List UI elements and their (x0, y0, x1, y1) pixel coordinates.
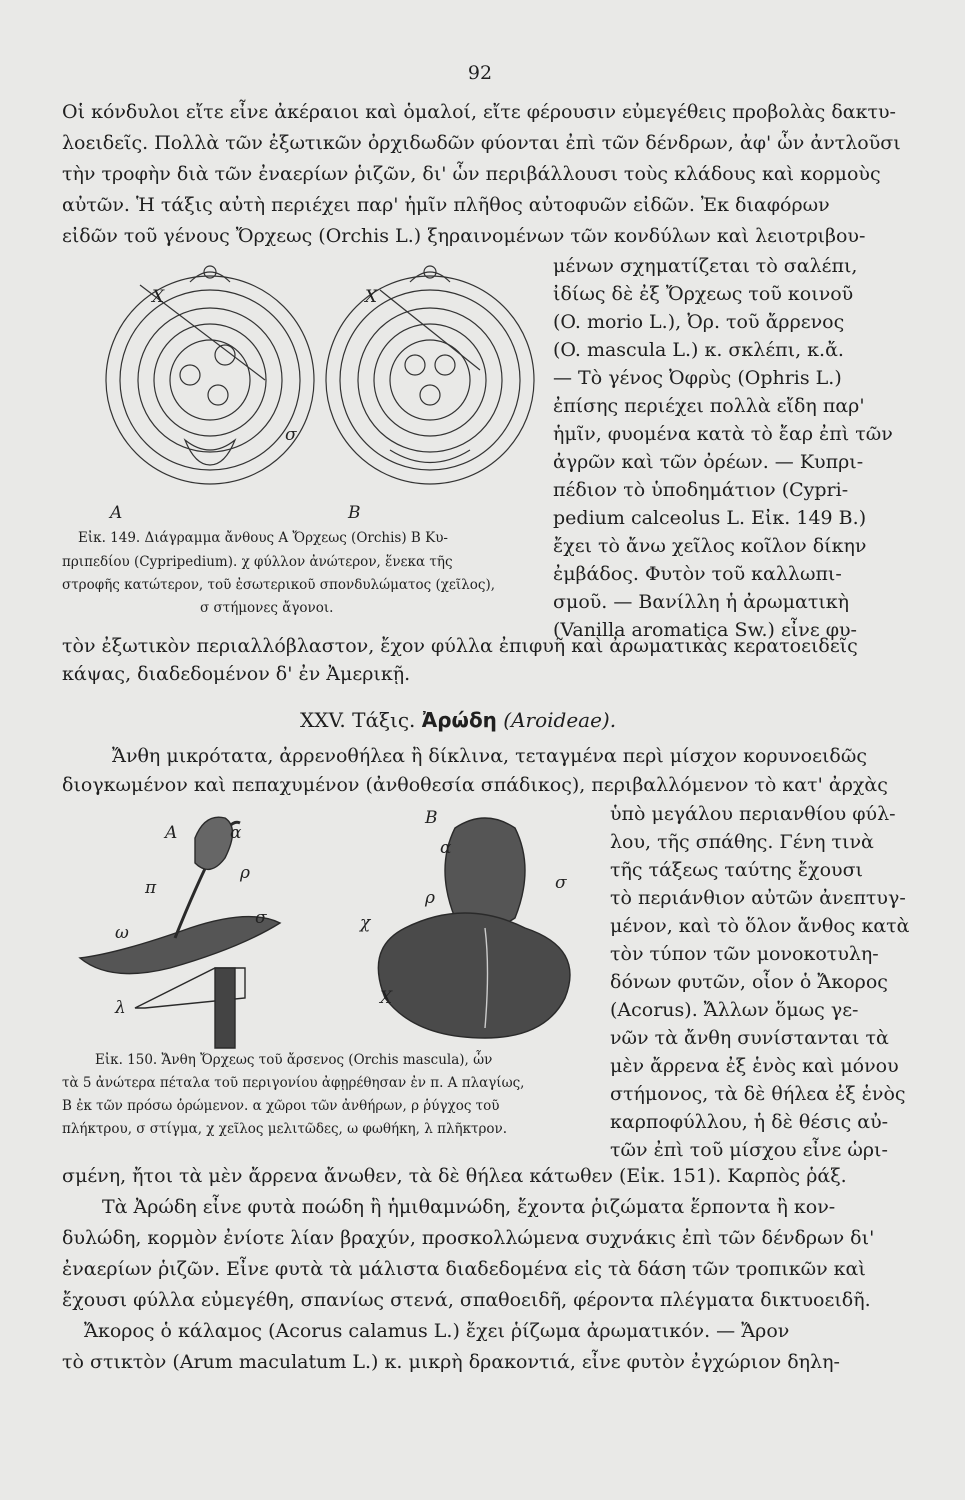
fig150-label: ρ (425, 888, 435, 908)
text-line: μὲν ἄρρενα ἐξ ἑνὸς καὶ μόνου (610, 1055, 899, 1077)
fig150-label: ω (115, 923, 129, 943)
text-line: ἔχει τὸ ἄνω χεῖλος κοῖλον δίκην (553, 535, 867, 557)
text-line: ἐμβάδος. Φυτὸν τοῦ καλλωπι- (553, 563, 842, 585)
fig150-label: A (165, 823, 178, 843)
fig149-caption: σ στήμονες ἄγονοι. (200, 600, 334, 616)
fig150-label: λ (115, 998, 126, 1018)
page-number: 92 (467, 62, 493, 84)
text-line: νῶν τὰ ἄνθη συνίστανται τὰ (610, 1027, 889, 1049)
fig150-label: χ (360, 913, 371, 933)
fig149-mark-x: X (152, 287, 165, 307)
figure-149-diagram (90, 270, 530, 523)
text-line: λοειδεῖς. Πολλὰ τῶν ἐξωτικῶν ὀρχιδωδῶν φύονται ἐπὶ τῶν δένδρων, ἀφ' ὧν ἀντλοῦσι (62, 132, 901, 154)
text-line: λου, τῆς σπάθης. Γένη τινὰ (610, 831, 874, 853)
heading-name: Ἀρώδη (421, 708, 497, 732)
text-line: σμοῦ. — Βανίλλη ἡ ἀρωματικὴ (553, 591, 850, 613)
text-line: μένον, καὶ τὸ ὅλον ἄνθος κατὰ (610, 915, 910, 937)
fig149-label-b: B (348, 503, 361, 523)
text-line: ἐναερίων ῥιζῶν. Εἶνε φυτὰ τὰ μάλιστα διαδεδομένα εἰς τὰ δάση τῶν τροπικῶν καὶ (62, 1258, 866, 1280)
text-line: ἀγρῶν καὶ τῶν ὀρέων. — Κυπρι- (553, 451, 864, 473)
text-line: ἔχουσι φύλλα εὐμεγέθη, σπανίως στενά, σπαθοειδῆ, φέροντα πλέγματα δικτυοειδῆ. (62, 1289, 871, 1311)
fig150-caption: B ἐκ τῶν πρόσω ὁρώμενον. α χῶροι τῶν ἀνθήρων, ρ ῥύγχος τοῦ (62, 1098, 500, 1114)
fig150-label: α (440, 838, 452, 858)
text-line: τὸ στικτὸν (Arum maculatum L.) κ. μικρὴ δρακοντιά, εἶνε φυτὸν ἐγχώριον δηλη- (62, 1351, 840, 1373)
text-line: κάψας, διαδεδομένον δ' ἐν Ἀμερικῇ. (62, 663, 411, 685)
text-line: ἡμῖν, φυομένα κατὰ τὸ ἔαρ ἐπὶ τῶν (553, 423, 893, 445)
text-line: τὸν ἐξωτικὸν περιαλλόβλαστον, ἔχον φύλλα ἐπιφυῆ καὶ ἀρωματικὰς κερατοειδεῖς (62, 635, 858, 657)
text-line: τὸ περιάνθιον αὐτῶν ἀνεπτυγ- (610, 887, 906, 909)
text-line: τὸν τύπον τῶν μονοκοτυλη- (610, 943, 879, 965)
text-line: ἐπίσης περιέχει πολλὰ εἴδη παρ' (553, 395, 865, 417)
text-line: (Vanilla aromatica Sw.) εἶνε φυ- (553, 619, 857, 641)
fig149-label-a: A (110, 503, 123, 523)
fig150-caption: Εἰκ. 150. Ἄνθη Ὄρχεως τοῦ ἄρσενος (Orchis mascula), ὧν (95, 1052, 493, 1068)
fig149-mark-x: X (365, 287, 378, 307)
fig150-label: B (425, 808, 438, 828)
text-line: — Τὸ γένος Ὀφρὺς (Ophris L.) (553, 367, 842, 389)
text-line: (O. mascula L.) κ. σκλέπι, κ.ἄ. (553, 339, 844, 361)
text-line: καρποφύλλου, ἡ δὲ θέσις αὐ- (610, 1111, 889, 1133)
text-line: εἰδῶν τοῦ γένους Ὄρχεως (Orchis L.) ξηραινομένων τῶν κονδύλων καὶ λειοτριβου- (62, 225, 866, 247)
fig150-label: σ (255, 908, 267, 928)
text-line: τῆς τάξεως ταύτης ἔχουσι (610, 859, 863, 881)
heading-number: XXV. Τάξις. (300, 708, 416, 732)
section-heading (300, 708, 760, 732)
text-line: (Acorus). Ἄλλων ὅμως γε- (610, 999, 859, 1021)
text-line: Ἄκορος ὁ κάλαμος (Acorus calamus L.) ἔχει ῥίζωμα ἀρωματικόν. — Ἄρον (84, 1320, 790, 1342)
text-line: ὑπὸ μεγάλου περιανθίου φύλ- (610, 803, 896, 825)
fig150-label: π (145, 878, 157, 898)
fig150-caption: τὰ 5 ἀνώτερα πέταλα τοῦ περιγονίου ἀφῃρέθησαν ἐν π. A πλαγίως, (62, 1075, 525, 1091)
fig150-caption: πλήκτρου, σ στίγμα, χ χεῖλος μελιτῶδες, ω φωθήκη, λ πλῆκτρον. (62, 1121, 508, 1137)
fig149-caption: πριπεδίου (Cypripedium). χ φύλλον ἀνώτερον, ἕνεκα τῆς (62, 554, 453, 570)
fig150-label: X (380, 988, 393, 1008)
text-line: Τὰ Ἀρώδη εἶνε φυτὰ ποώδη ἢ ἡμιθαμνώδη, ἔχοντα ῥιζώματα ἕρποντα ἢ κον- (102, 1196, 836, 1218)
fig150-label: σ (555, 873, 567, 893)
text-line: (O. morio L.), Ὀρ. τοῦ ἄρρενος (553, 311, 845, 333)
text-line: αὐτῶν. Ἡ τάξις αὐτὴ περιέχει παρ' ἡμῖν πλῆθος αὐτοφυῶν εἰδῶν. Ἐκ διαφόρων (62, 194, 830, 216)
fig150-label: ρ (240, 863, 250, 883)
text-line: σμένη, ἤτοι τὰ μὲν ἄρρενα ἄνωθεν, τὰ δὲ θήλεα κάτωθεν (Εἰκ. 151). Καρπὸς ῥάξ. (62, 1165, 847, 1187)
text-line: στήμονος, τὰ δὲ θήλεα ἐξ ἑνὸς (610, 1083, 906, 1105)
text-line: τὴν τροφὴν διὰ τῶν ἐναερίων ῥιζῶν, δι' ὧν περιβάλλουσι τοὺς κλάδους καὶ κορμοὺς (62, 163, 881, 185)
figure-150-illustration (75, 808, 595, 1048)
text-line: διογκωμένον καὶ πεπαχυμένον (ἀνθοθεσία σπάδικος), περιβαλλόμενον τὸ κατ' ἀρχὰς (62, 774, 888, 796)
text-line: Ἄνθη μικρότατα, ἀρρενοθήλεα ἢ δίκλινα, τεταγμένα περὶ μίσχον κορυνοειδῶς (112, 745, 867, 767)
text-line: πέδιον τὸ ὑποδημάτιον (Cypri- (553, 479, 849, 501)
text-line: ἰδίως δὲ ἐξ Ὄρχεως τοῦ κοινοῦ (553, 283, 854, 305)
text-line: μένων σχηματίζεται τὸ σαλέπι, (553, 255, 858, 277)
text-line: δυλώδη, κορμὸν ἐνίοτε λίαν βραχύν, προσκολλώμενα συχνάκις ἐπὶ τῶν δένδρων δι' (62, 1227, 875, 1249)
fig150-label: α (230, 823, 242, 843)
text-line: δόνων φυτῶν, οἷον ὁ Ἄκορος (610, 971, 888, 993)
heading-latin: (Aroideae). (503, 708, 617, 732)
fig149-mark-sigma: σ (285, 425, 297, 445)
fig149-caption: Εἰκ. 149. Διάγραμμα ἄνθους A Ὄρχεως (Orchis) B Κυ- (78, 530, 448, 546)
text-line: Οἱ κόνδυλοι εἴτε εἶνε ἀκέραιοι καὶ ὁμαλοί, εἴτε φέρουσιν εὐμεγέθεις προβολὰς δακτυ- (62, 101, 896, 123)
text-line: τῶν ἐπὶ τοῦ μίσχου εἶνε ὡρι- (610, 1139, 888, 1161)
text-line: pedium calceolus L. Εἰκ. 149 B.) (553, 507, 867, 529)
fig149-caption: στροφῆς κατώτερον, τοῦ ἐσωτερικοῦ σπονδυλώματος (χεῖλος), (62, 577, 496, 593)
